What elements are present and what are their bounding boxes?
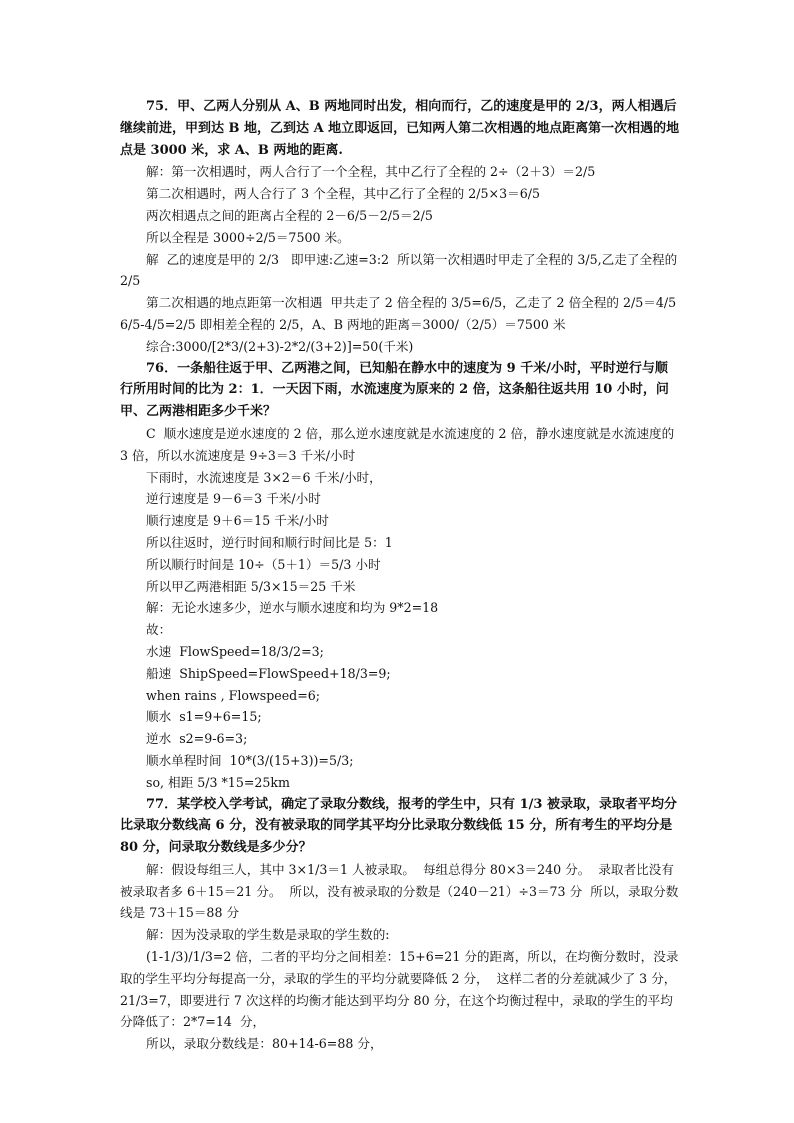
solution-line: 逆水 s2=9-6=3; xyxy=(146,731,248,747)
problem-statement: 77．某学校入学考试，确定了录取分数线，报考的学生中，只有 1/3 被录取，录取者平均分比录取分数线高 6 分，没有被录取的同学其平均分比录取分数线低 15 分，所有考生的平均分是 80 分，问录取分数线是多少分？ xyxy=(120,796,677,856)
solution-line: 所以顺行时间是 10÷（5＋1）＝5/3 小时 xyxy=(146,556,381,572)
solution-line: 两次相遇点之间的距离占全程的 2－6/5－2/5＝2/5 xyxy=(146,207,433,223)
solution-line: 水速 FlowSpeed=18/3/2=3; xyxy=(146,643,324,659)
solution-line: 船速 ShipSpeed=FlowSpeed+18/3=9; xyxy=(146,665,391,681)
solution-line: 解：第一次相遇时，两人合行了一个全程，其中乙行了全程的 2÷（2＋3）＝2/5 xyxy=(146,164,596,180)
solution-line: C 顺水速度是逆水速度的 2 倍，那么逆水速度就是水流速度的 2 倍，静水速度就是水流速度的 3 倍，所以水流速度是 9÷3＝3 千米/小时 xyxy=(120,425,679,463)
solution-line: 解：无论水速多少，逆水与顺水速度和均为 9*2=18 xyxy=(146,600,439,616)
document-page xyxy=(120,96,680,1055)
solution-line: 逆行速度是 9－6＝3 千米/小时 xyxy=(146,491,321,507)
solution-line: 顺行速度是 9＋6＝15 千米/小时 xyxy=(146,513,329,529)
solution-line: 顺水单程时间 10*(3/(15+3))=5/3; xyxy=(146,752,354,768)
solution-line: 所以，录取分数线是：80+14-6=88 分， xyxy=(146,1036,383,1052)
problem-statement: 75．甲、乙两人分别从 A、B 两地同时出发，相向而行，乙的速度是甲的 2/3，两人相遇后继续前进，甲到达 B 地，乙到达 A 地立即返回，已知两人第二次相遇的地点距离第一次相遇的地点是 3000 米，求 A、B 两地的距离. xyxy=(120,99,680,158)
solution-line: 综合:3000/[2*3/(2+3)-2*2/(3+2)]=50(千米) xyxy=(146,338,414,354)
solution-line: 所以全程是 3000÷2/5＝7500 米。 xyxy=(146,229,350,245)
solution-line: 下雨时，水流速度是 3×2＝6 千米/小时， xyxy=(146,469,382,485)
solution-line: 解：因为没录取的学生数是录取的学生数的: xyxy=(146,927,390,943)
solution-line: when rains , Flowspeed=6; xyxy=(146,687,321,703)
solution-line: 故： xyxy=(146,622,172,638)
solution-line: 第二次相遇时，两人合行了 3 个全程，其中乙行了全程的 2/5×3＝6/5 xyxy=(146,186,540,202)
solution-line: 所以甲乙两港相距 5/3×15＝25 千米 xyxy=(146,578,356,594)
solution-line: (1-1/3)/1/3=2 倍，二者的平均分之间相差：15+6=21 分的距离，所以，在均衡分数时，没录取的学生平均分每提高一分，录取的学生的平均分就要降低 2 分， 这样二者的分差就减少了 3 分，21/3=7，即要进行 7 次这样的均衡才能达到平均分 80 分，在这个均衡过程中，录取的学生的平均分降低了：2*7=14 分， xyxy=(120,949,679,1030)
solution-line: 第二次相遇的地点距第一次相遇 甲共走了 2 倍全程的 3/5=6/5，乙走了 2 倍全程的 2/5＝4/5 6/5-4/5=2/5 即相差全程的 2/5，A、B 两地的距离＝3000/（2/5）＝7500 米 xyxy=(120,295,681,332)
solution-line: 解 乙的速度是甲的 2/3 即甲速:乙速=3:2 所以第一次相遇时甲走了全程的 3/5,乙走了全程的 2/5 xyxy=(120,251,682,289)
solution-line: so, 相距 5/3 *15=25km xyxy=(146,774,290,790)
solution-line: 所以往返时，逆行时间和顺行时间比是 5：1 xyxy=(146,534,393,550)
solution-line: 顺水 s1=9+6=15; xyxy=(146,709,262,725)
solution-line: 解：假设每组三人，其中 3×1/3＝1 人被录取。 每组总得分 80×3＝240 分。 录取者比没有被录取者多 6＋15＝21 分。 所以，没有被录取的分数是（240－21）÷3＝73 分 所以，录取分数线是 73＋15＝88 分 xyxy=(120,861,679,921)
problem-statement: 76．一条船往返于甲、乙两港之间，已知船在静水中的速度为 9 千米/小时，平时逆行与顺行所用时间的比为 2：1．一天因下雨，水流速度为原来的 2 倍，这条船往返共用 10 小时，问甲、乙两港相距多少千米？ xyxy=(120,360,669,420)
